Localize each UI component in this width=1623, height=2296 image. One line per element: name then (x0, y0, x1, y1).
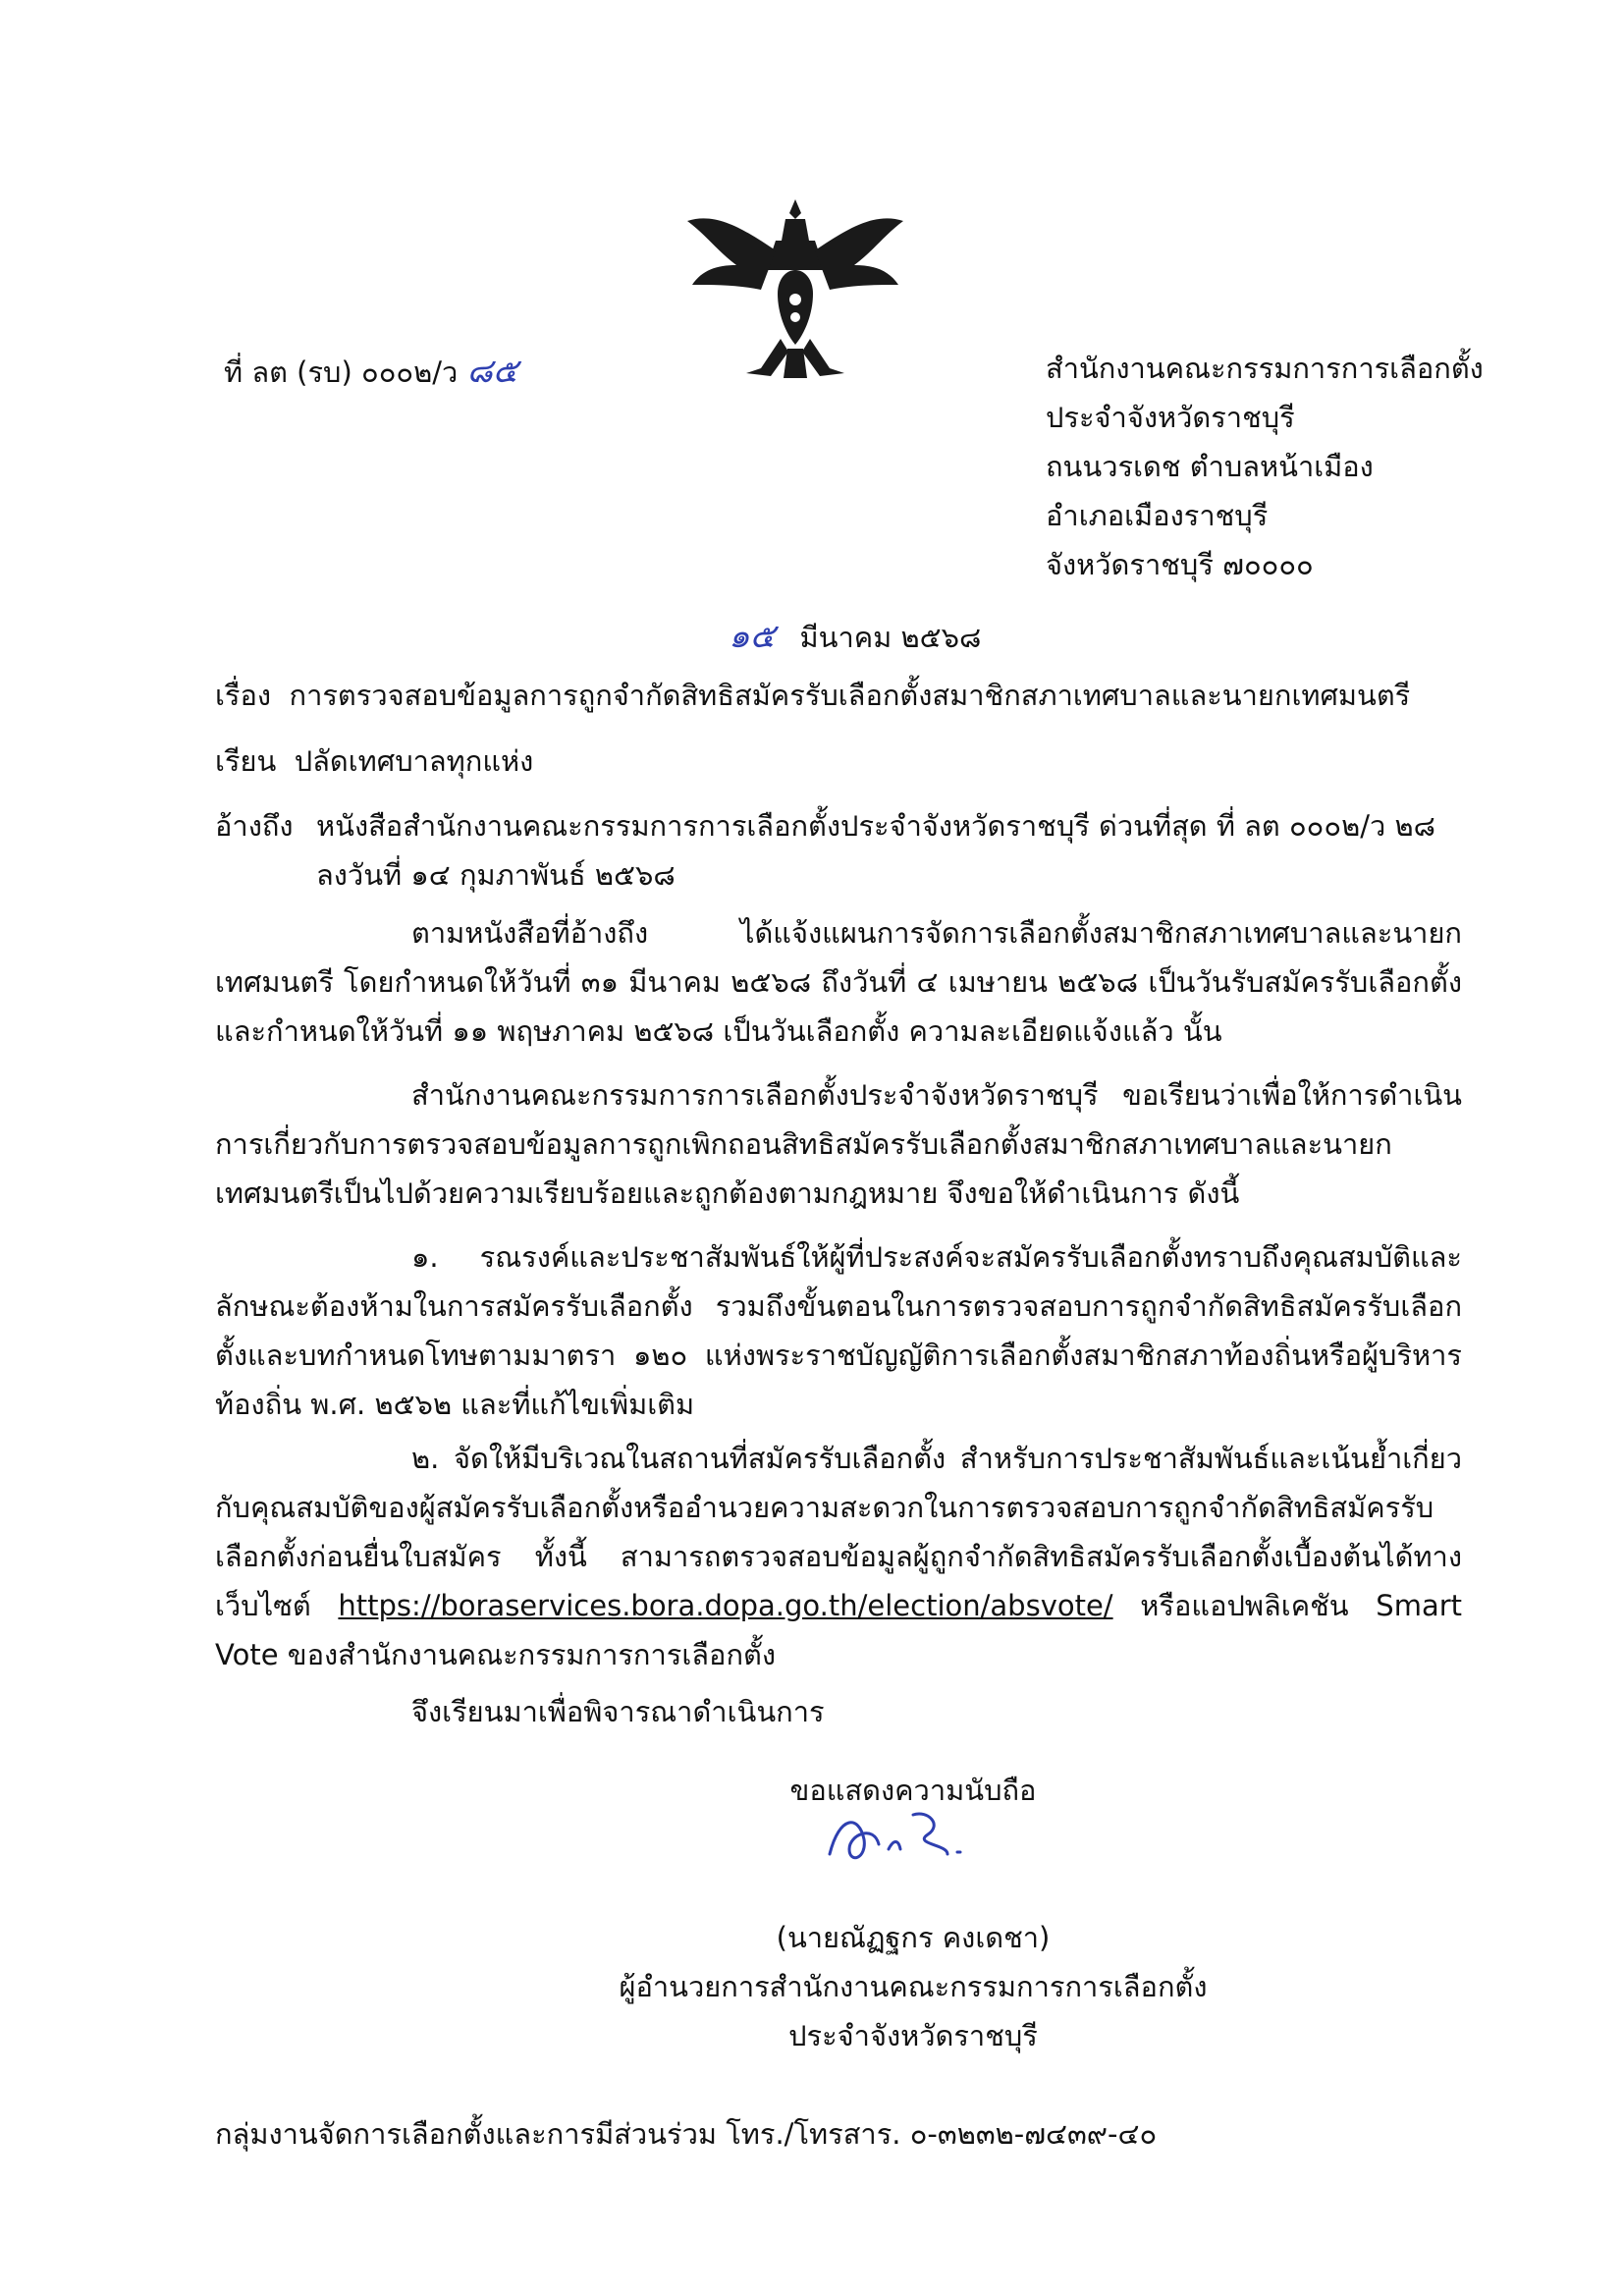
recipient-line (215, 738, 533, 784)
sender-address-line: ประจำจังหวัดราชบุรี (1046, 401, 1295, 434)
sender-address (1046, 344, 1484, 589)
letter-date (729, 609, 981, 662)
signer-province: ประจำจังหวัดราชบุรี (788, 2019, 1038, 2052)
sender-address-line: อำเภอเมืองราชบุรี (1046, 499, 1269, 532)
absvote-website-link[interactable]: https://boraservices.bora.dopa.go.th/election/absvote/ (338, 1589, 1113, 1622)
reference-number-handwritten: ๘๕ (466, 352, 518, 391)
item-2-tail: หรือแอปพลิเคชัน Smart Vote ของสำนักงานคณะกรรมการการเลือกตั้ง (215, 1589, 1463, 1671)
subject-label: เรื่อง (215, 679, 272, 712)
body-item-2 (215, 1434, 1462, 1679)
sender-address-line: สำนักงานคณะกรรมการการเลือกตั้ง (1046, 352, 1484, 385)
signer-title: ผู้อำนวยการสำนักงานคณะกรรมการการเลือกตั้ง (619, 1970, 1208, 2003)
body-paragraph-2: สำนักงานคณะกรรมการการเลือกตั้งประจำจังหวัดราชบุรี ขอเรียนว่าเพื่อให้การดำเนินการเกี่ยวกับการตรวจสอบข้อมูลการถูกเพิกถอนสิทธิสมัครรับเลือกตั้งสมาชิกสภาเทศบาลและนายกเทศมนตรีเป็นไปด้วยความเรียบร้อยและถูกต้องตามกฎหมาย จึงขอให้ดำเนินการ ดังนี้ (215, 1078, 1462, 1210)
reference-line-1: หนังสือสำนักงานคณะกรรมการการเลือกตั้งประจำจังหวัดราชบุรี ด่วนที่สุด ที่ ลต ๐๐๐๒/ว ๒๘ (316, 809, 1435, 843)
reference-number-text: ที่ ลต (รบ) ๐๐๐๒/ว (224, 355, 459, 389)
sender-address-line: จังหวัดราชบุรี ๗๐๐๐๐ (1046, 548, 1314, 581)
salutation: ขอแสดงความนับถือ (789, 1774, 1037, 1807)
footer-contact: กลุ่มงานจัดการเลือกตั้งและการมีส่วนร่วม โทร./โทรสาร. ๐-๓๒๓๒-๗๔๓๙-๔๐ (215, 2117, 1158, 2151)
closing-request: จึงเรียนมาเพื่อพิจารณาดำเนินการ (411, 1695, 825, 1728)
body-paragraph-1: ตามหนังสือที่อ้างถึง ได้แจ้งแผนการจัดการเลือกตั้งสมาชิกสภาเทศบาลและนายกเทศมนตรี โดยกำหนดให้วันที่ ๓๑ มีนาคม ๒๕๖๘ ถึงวันที่ ๔ เมษายน ๒๕๖๘ เป็นวันรับสมัครรับเลือกตั้งและกำหนดให้วันที่ ๑๑ พฤษภาคม ๒๕๖๘ เป็นวันเลือกตั้ง ความละเอียดแจ้งแล้ว นั้น (215, 916, 1462, 1048)
item-2-text: ๒. จัดให้มีบริเวณในสถานที่สมัครรับเลือกตั้ง สำหรับการประชาสัมพันธ์และเน้นย้ำเกี่ยวกับคุณสมบัติของผู้สมัครรับเลือกตั้งหรืออำนวยความสะดวกในการตรวจสอบการถูกจำกัดสิทธิสมัครรับเลือกตั้งก่อนยื่นใบสมัคร ทั้งนี้ สามารถตรวจสอบข้อมูลผู้ถูกจำกัดสิทธิสมัครรับเลือกตั้งเบื้องต้นได้ทางเว็บไซต์ (215, 1442, 1462, 1622)
recipient-label: เรียน (215, 744, 277, 778)
date-day-handwritten: ๑๕ (729, 617, 776, 656)
subject-line (215, 673, 1410, 718)
signer-name: (นายณัฏฐกร คงเดชา) (776, 1921, 1051, 1954)
handwritten-signature (820, 1805, 1036, 1874)
recipient-text: ปลัดเทศบาลทุกแห่ง (294, 744, 534, 778)
reference-line-2: ลงวันที่ ๑๔ กุมภาพันธ์ ๒๕๖๘ (316, 858, 676, 892)
reference-label: อ้างถึง (215, 809, 294, 843)
subject-text: การตรวจสอบข้อมูลการถูกจำกัดสิทธิสมัครรับเลือกตั้งสมาชิกสภาเทศบาลและนายกเทศมนตรี (289, 679, 1411, 712)
garuda-emblem-icon (677, 191, 913, 393)
sender-address-line: ถนนวรเดช ตำบลหน้าเมือง (1046, 450, 1374, 483)
reference-number (224, 344, 517, 397)
body-item-1: ๑. รณรงค์และประชาสัมพันธ์ให้ผู้ที่ประสงค์จะสมัครรับเลือกตั้งทราบถึงคุณสมบัติและลักษณะต้องห้ามในการสมัครรับเลือกตั้ง รวมถึงขั้นตอนในการตรวจสอบการถูกจำกัดสิทธิสมัครรับเลือกตั้งและบทกำหนดโทษตามมาตรา ๑๒๐ แห่งพระราชบัญญัติการเลือกตั้งสมาชิกสภาท้องถิ่นหรือผู้บริหารท้องถิ่น พ.ศ. ๒๕๖๒ และที่แก้ไขเพิ่มเติม (215, 1240, 1462, 1421)
date-month-year: มีนาคม ๒๕๖๘ (799, 621, 982, 654)
